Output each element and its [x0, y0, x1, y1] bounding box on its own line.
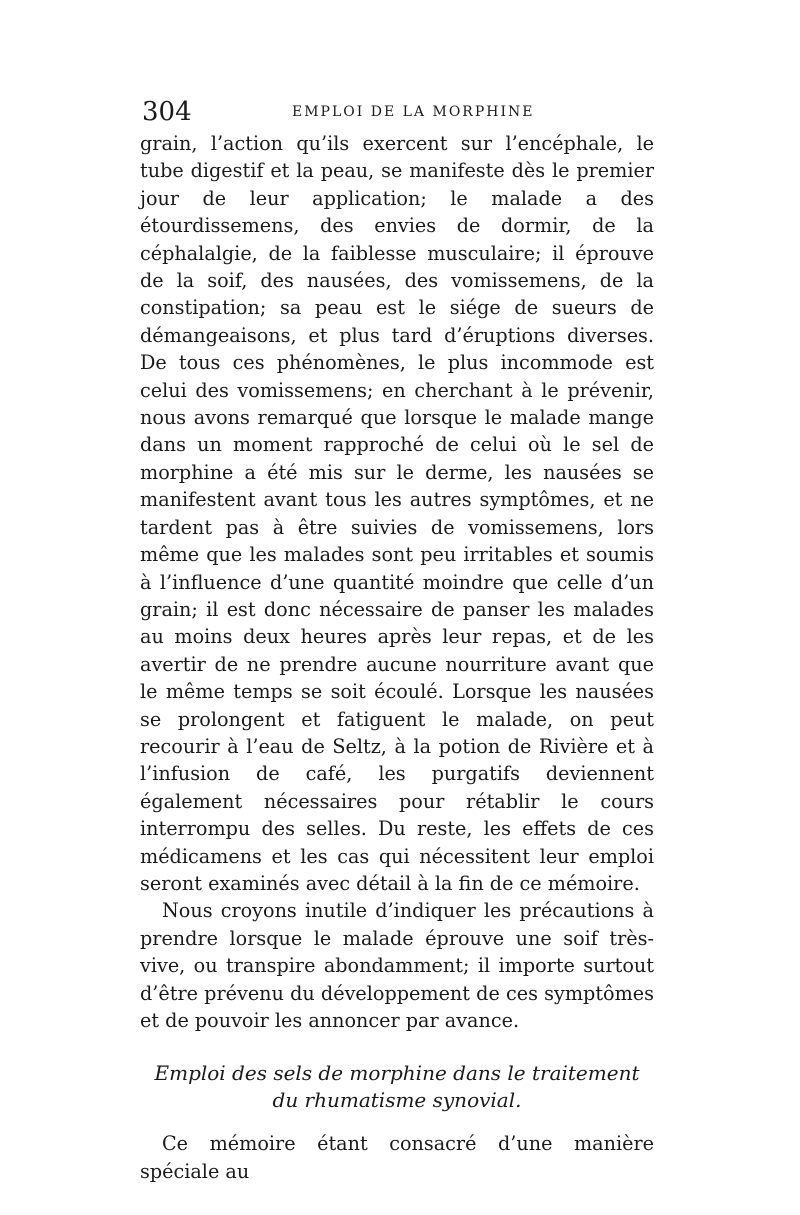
- page-body: [140, 130, 654, 1185]
- paragraph-continued: grain, l’action qu’ils exercent sur l’encéphale, le tube digestif et la peau, se manifeste dès le premier jour de leur application; le malade a des étourdissemens, des envies de dormir, de la céphalalgie, de la faiblesse musculaire; il éprouve de la soif, des nausées, des vomissemens, de la constipation; sa peau est le siége de sueurs de démangeaisons, et plus tard d’éruptions diverses. De tous ces phénomènes, le plus incommode est celui des vomissemens; en cherchant à le prévenir, nous avons remarqué que lorsque le malade mange dans un moment rapproché de celui où le sel de morphine a été mis sur le derme, les nausées se manifestent avant tous les autres symptômes, et ne tardent pas à être suivies de vomissemens, lors même que les malades sont peu irritables et soumis à l’influence d’une quantité moindre que celle d’un grain; il est donc nécessaire de panser les malades au moins deux heures après leur repas, et de les avertir de ne prendre aucune nourriture avant que le même temps se soit écoulé. Lorsque les nausées se prolongent et fatiguent le malade, on peut recourir à l’eau de Seltz, à la potion de Rivière et à l’infusion de café, les purgatifs deviennent également nécessaires pour rétablir le cours interrompu des selles. Du reste, les effets de ces médicamens et les cas qui nécessitent leur emploi seront examinés avec détail à la fin de ce mémoire.: [140, 132, 654, 895]
- page-number: 304: [142, 97, 192, 127]
- section-heading: Emploi des sels de morphine dans le traitement du rhumatisme synovial.: [154, 1061, 640, 1113]
- paragraph-final: Ce mémoire étant consacré d’une manière spéciale au: [140, 1132, 654, 1183]
- paragraph-precautions: Nous croyons inutile d’indiquer les précautions à prendre lorsque le malade éprouve une soif très-vive, ou transpire abondamment; il importe surtout d’être prévenu du développement de ces symptômes et de pouvoir les annoncer par avance.: [140, 899, 654, 1032]
- page-header: [142, 96, 654, 128]
- running-title: EMPLOI DE LA MORPHINE: [292, 104, 535, 120]
